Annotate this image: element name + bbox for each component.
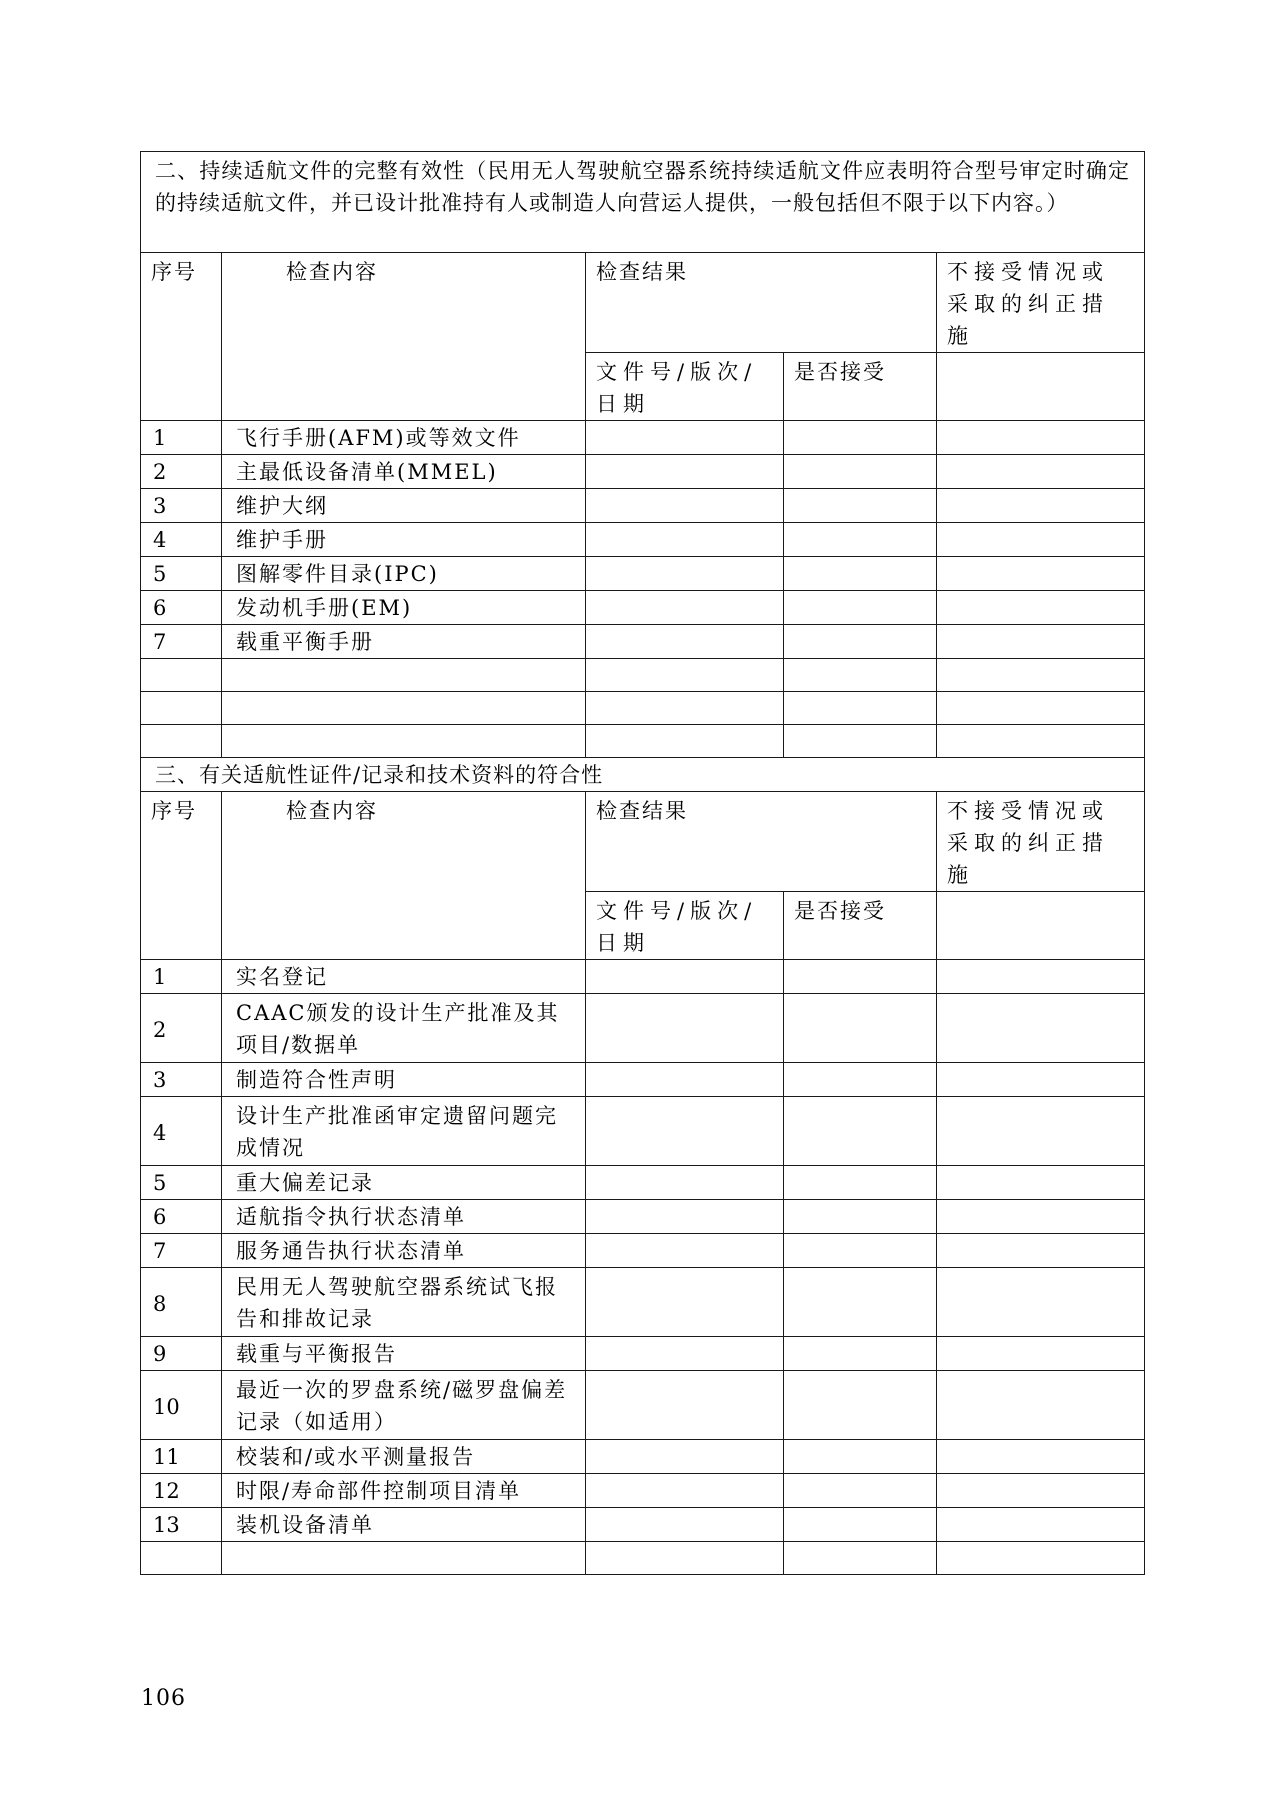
corrective-cell: [937, 1440, 1145, 1474]
item-number: 7: [141, 1234, 222, 1268]
item-content: 设计生产批准函审定遗留问题完成情况: [222, 1097, 586, 1166]
item-content: 实名登记: [222, 960, 586, 994]
result-doc-cell: [586, 523, 784, 557]
table-row: [141, 625, 1145, 659]
header-corrective-empty: [937, 892, 1145, 960]
corrective-cell: [937, 960, 1145, 994]
item-number: 10: [141, 1371, 222, 1440]
result-accepted-cell: [784, 960, 937, 994]
result-accepted-cell: [784, 1268, 937, 1337]
item-content: 重大偏差记录: [222, 1166, 586, 1200]
item-content: [222, 659, 586, 692]
corrective-cell: [937, 1234, 1145, 1268]
header-corrective: 不接受情况或采取的纠正措施: [937, 253, 1145, 353]
result-doc-cell: [586, 1166, 784, 1200]
corrective-cell: [937, 1508, 1145, 1542]
item-number: 13: [141, 1508, 222, 1542]
header-content: 检查内容: [222, 792, 586, 960]
item-number: [141, 692, 222, 725]
section3-items: [141, 960, 1145, 1575]
table-row: [141, 1542, 1145, 1575]
table-row: [141, 725, 1145, 758]
item-number: 7: [141, 625, 222, 659]
corrective-cell: [937, 1474, 1145, 1508]
item-content: 装机设备清单: [222, 1508, 586, 1542]
item-number: [141, 725, 222, 758]
result-doc-cell: [586, 994, 784, 1063]
result-doc-cell: [586, 659, 784, 692]
table-row: [141, 1097, 1145, 1166]
corrective-cell: [937, 421, 1145, 455]
table-row: [141, 1508, 1145, 1542]
section2-title: 二、持续适航文件的完整有效性（民用无人驾驶航空器系统持续适航文件应表明符合型号审定时确定的持续适航文件，并已设计批准持有人或制造人向营运人提供，一般包括但不限于以下内容。）: [141, 152, 1145, 253]
corrective-cell: [937, 557, 1145, 591]
corrective-cell: [937, 1268, 1145, 1337]
corrective-cell: [937, 1200, 1145, 1234]
corrective-cell: [937, 692, 1145, 725]
result-accepted-cell: [784, 1474, 937, 1508]
item-content: 服务通告执行状态清单: [222, 1234, 586, 1268]
item-content: 维护手册: [222, 523, 586, 557]
result-doc-cell: [586, 692, 784, 725]
result-accepted-cell: [784, 994, 937, 1063]
item-content: 校装和/或水平测量报告: [222, 1440, 586, 1474]
header-corrective-empty: [937, 353, 1145, 421]
item-content: 时限/寿命部件控制项目清单: [222, 1474, 586, 1508]
item-content: [222, 725, 586, 758]
result-doc-cell: [586, 1268, 784, 1337]
result-doc-cell: [586, 725, 784, 758]
item-content: 载重平衡手册: [222, 625, 586, 659]
item-number: 1: [141, 960, 222, 994]
table-row: [141, 1166, 1145, 1200]
item-content: 制造符合性声明: [222, 1063, 586, 1097]
table-row: [141, 1474, 1145, 1508]
result-accepted-cell: [784, 523, 937, 557]
table-row: [141, 1200, 1145, 1234]
table-row: [141, 489, 1145, 523]
item-content: 载重与平衡报告: [222, 1337, 586, 1371]
result-accepted-cell: [784, 625, 937, 659]
item-number: 3: [141, 489, 222, 523]
item-content: [222, 692, 586, 725]
result-doc-cell: [586, 455, 784, 489]
section3-header-row: [141, 792, 1145, 892]
section3-title: 三、有关适航性证件/记录和技术资料的符合性: [141, 758, 1145, 792]
header-seq: 序号: [141, 253, 222, 421]
corrective-cell: [937, 1371, 1145, 1440]
result-doc-cell: [586, 1542, 784, 1575]
table-row: [141, 1371, 1145, 1440]
header-seq: 序号: [141, 792, 222, 960]
result-accepted-cell: [784, 1371, 937, 1440]
item-number: 1: [141, 421, 222, 455]
item-number: 5: [141, 1166, 222, 1200]
result-accepted-cell: [784, 659, 937, 692]
result-doc-cell: [586, 1440, 784, 1474]
result-accepted-cell: [784, 692, 937, 725]
result-doc-cell: [586, 1234, 784, 1268]
item-content: 维护大纲: [222, 489, 586, 523]
corrective-cell: [937, 455, 1145, 489]
section2-items: [141, 421, 1145, 758]
header-doc-no: 文件号/版次/日期: [586, 892, 784, 960]
item-number: 2: [141, 455, 222, 489]
result-accepted-cell: [784, 1508, 937, 1542]
item-number: [141, 1542, 222, 1575]
header-accepted: 是否接受: [784, 353, 937, 421]
header-accepted: 是否接受: [784, 892, 937, 960]
corrective-cell: [937, 659, 1145, 692]
table-row: [141, 591, 1145, 625]
item-number: 6: [141, 591, 222, 625]
result-doc-cell: [586, 1063, 784, 1097]
corrective-cell: [937, 489, 1145, 523]
item-content: [222, 1542, 586, 1575]
result-doc-cell: [586, 1474, 784, 1508]
item-content: 主最低设备清单(MMEL): [222, 455, 586, 489]
table-row: [141, 1268, 1145, 1337]
item-number: 8: [141, 1268, 222, 1337]
item-number: 12: [141, 1474, 222, 1508]
corrective-cell: [937, 1166, 1145, 1200]
corrective-cell: [937, 725, 1145, 758]
item-number: 3: [141, 1063, 222, 1097]
corrective-cell: [937, 994, 1145, 1063]
result-accepted-cell: [784, 1200, 937, 1234]
result-accepted-cell: [784, 455, 937, 489]
table-row: [141, 1063, 1145, 1097]
result-accepted-cell: [784, 1337, 937, 1371]
table-row: [141, 421, 1145, 455]
corrective-cell: [937, 523, 1145, 557]
header-result: 检查结果: [586, 253, 937, 353]
item-number: 6: [141, 1200, 222, 1234]
result-doc-cell: [586, 421, 784, 455]
result-accepted-cell: [784, 1542, 937, 1575]
corrective-cell: [937, 1063, 1145, 1097]
result-accepted-cell: [784, 557, 937, 591]
result-accepted-cell: [784, 1440, 937, 1474]
table-row: [141, 1234, 1145, 1268]
result-doc-cell: [586, 1337, 784, 1371]
item-content: 适航指令执行状态清单: [222, 1200, 586, 1234]
result-accepted-cell: [784, 1166, 937, 1200]
corrective-cell: [937, 1337, 1145, 1371]
item-content: 飞行手册(AFM)或等效文件: [222, 421, 586, 455]
page-number: 106: [141, 1686, 186, 1711]
item-number: 5: [141, 557, 222, 591]
result-doc-cell: [586, 1097, 784, 1166]
item-content: 民用无人驾驶航空器系统试飞报告和排故记录: [222, 1268, 586, 1337]
result-accepted-cell: [784, 421, 937, 455]
result-doc-cell: [586, 960, 784, 994]
table-row: [141, 557, 1145, 591]
result-doc-cell: [586, 557, 784, 591]
corrective-cell: [937, 625, 1145, 659]
item-number: 4: [141, 1097, 222, 1166]
header-doc-no: 文件号/版次/日期: [586, 353, 784, 421]
inspection-table: [140, 151, 1145, 1575]
result-doc-cell: [586, 1508, 784, 1542]
result-doc-cell: [586, 1371, 784, 1440]
section2-title-row: [141, 152, 1145, 253]
item-number: 9: [141, 1337, 222, 1371]
table-row: [141, 455, 1145, 489]
item-number: 2: [141, 994, 222, 1063]
header-corrective: 不接受情况或采取的纠正措施: [937, 792, 1145, 892]
result-doc-cell: [586, 1200, 784, 1234]
table-row: [141, 994, 1145, 1063]
table-row: [141, 1337, 1145, 1371]
result-accepted-cell: [784, 591, 937, 625]
table-row: [141, 523, 1145, 557]
result-accepted-cell: [784, 725, 937, 758]
corrective-cell: [937, 591, 1145, 625]
corrective-cell: [937, 1097, 1145, 1166]
table-row: [141, 692, 1145, 725]
section3-title-row: [141, 758, 1145, 792]
header-content: 检查内容: [222, 253, 586, 421]
table-row: [141, 1440, 1145, 1474]
item-content: 最近一次的罗盘系统/磁罗盘偏差记录（如适用）: [222, 1371, 586, 1440]
section2-header-row: [141, 253, 1145, 353]
item-content: 发动机手册(EM): [222, 591, 586, 625]
item-number: [141, 659, 222, 692]
result-accepted-cell: [784, 1234, 937, 1268]
result-accepted-cell: [784, 1063, 937, 1097]
header-result: 检查结果: [586, 792, 937, 892]
corrective-cell: [937, 1542, 1145, 1575]
inspection-form: [140, 151, 1144, 1575]
item-number: 11: [141, 1440, 222, 1474]
table-row: [141, 659, 1145, 692]
result-doc-cell: [586, 489, 784, 523]
result-doc-cell: [586, 625, 784, 659]
item-number: 4: [141, 523, 222, 557]
table-row: [141, 960, 1145, 994]
result-doc-cell: [586, 591, 784, 625]
result-accepted-cell: [784, 1097, 937, 1166]
item-content: CAAC颁发的设计生产批准及其项目/数据单: [222, 994, 586, 1063]
result-accepted-cell: [784, 489, 937, 523]
item-content: 图解零件目录(IPC): [222, 557, 586, 591]
